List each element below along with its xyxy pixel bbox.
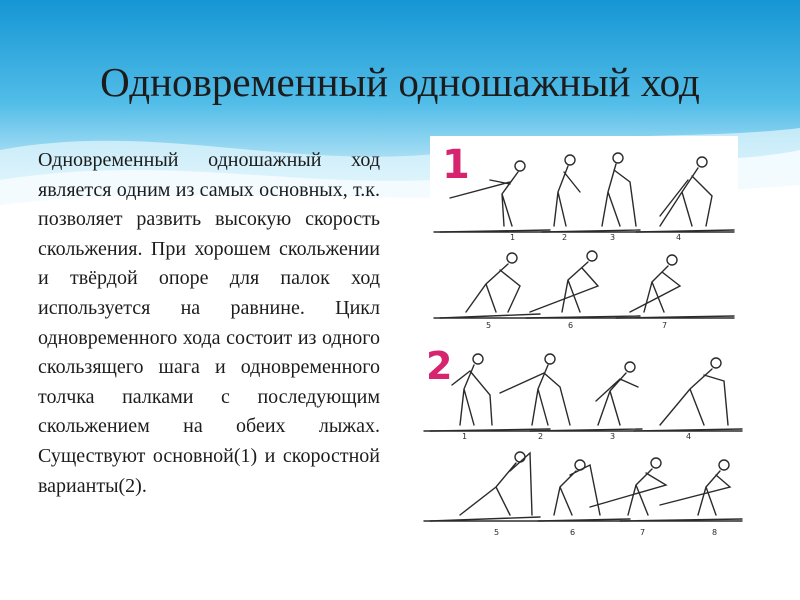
frame-number: 5 — [486, 321, 492, 330]
frame-number: 1 — [462, 432, 468, 441]
basic-variant-label: 1 — [442, 142, 470, 188]
frame-number: 4 — [676, 233, 682, 242]
frame-number: 2 — [562, 233, 568, 242]
speed-variant-label: 2 — [426, 345, 453, 388]
frame-number: 6 — [568, 321, 574, 330]
frame-number: 4 — [686, 432, 692, 441]
skier-sequence-illustration — [420, 345, 746, 541]
frame-number: 7 — [662, 321, 668, 330]
frame-number: 6 — [570, 528, 576, 537]
frame-number: 7 — [640, 528, 646, 537]
frame-number: 1 — [510, 233, 516, 242]
frame-number: 8 — [712, 528, 718, 537]
body-text: Одновременный одношажный ход является одним из самых основных, т.к. позволяет развить высокую скорость скольжения. При хорошем скольжении и твёрдой опоре для палок ход используется на равнине. Цикл одновременного хода состоит из одного скользящего шага и одновременного толчка палками с последующим скольжением на обеих лыжах. Существуют основной(1) и скоростной варианты(2). — [38, 149, 380, 497]
frame-number: 3 — [610, 233, 616, 242]
frame-number: 5 — [494, 528, 500, 537]
slide-title: Одновременный одношажный ход — [100, 59, 700, 105]
basic-variant-figure — [430, 136, 738, 332]
speed-variant-figure — [420, 345, 746, 541]
frame-number: 3 — [610, 432, 616, 441]
frame-number: 2 — [538, 432, 544, 441]
skier-sequence-illustration — [430, 136, 738, 332]
